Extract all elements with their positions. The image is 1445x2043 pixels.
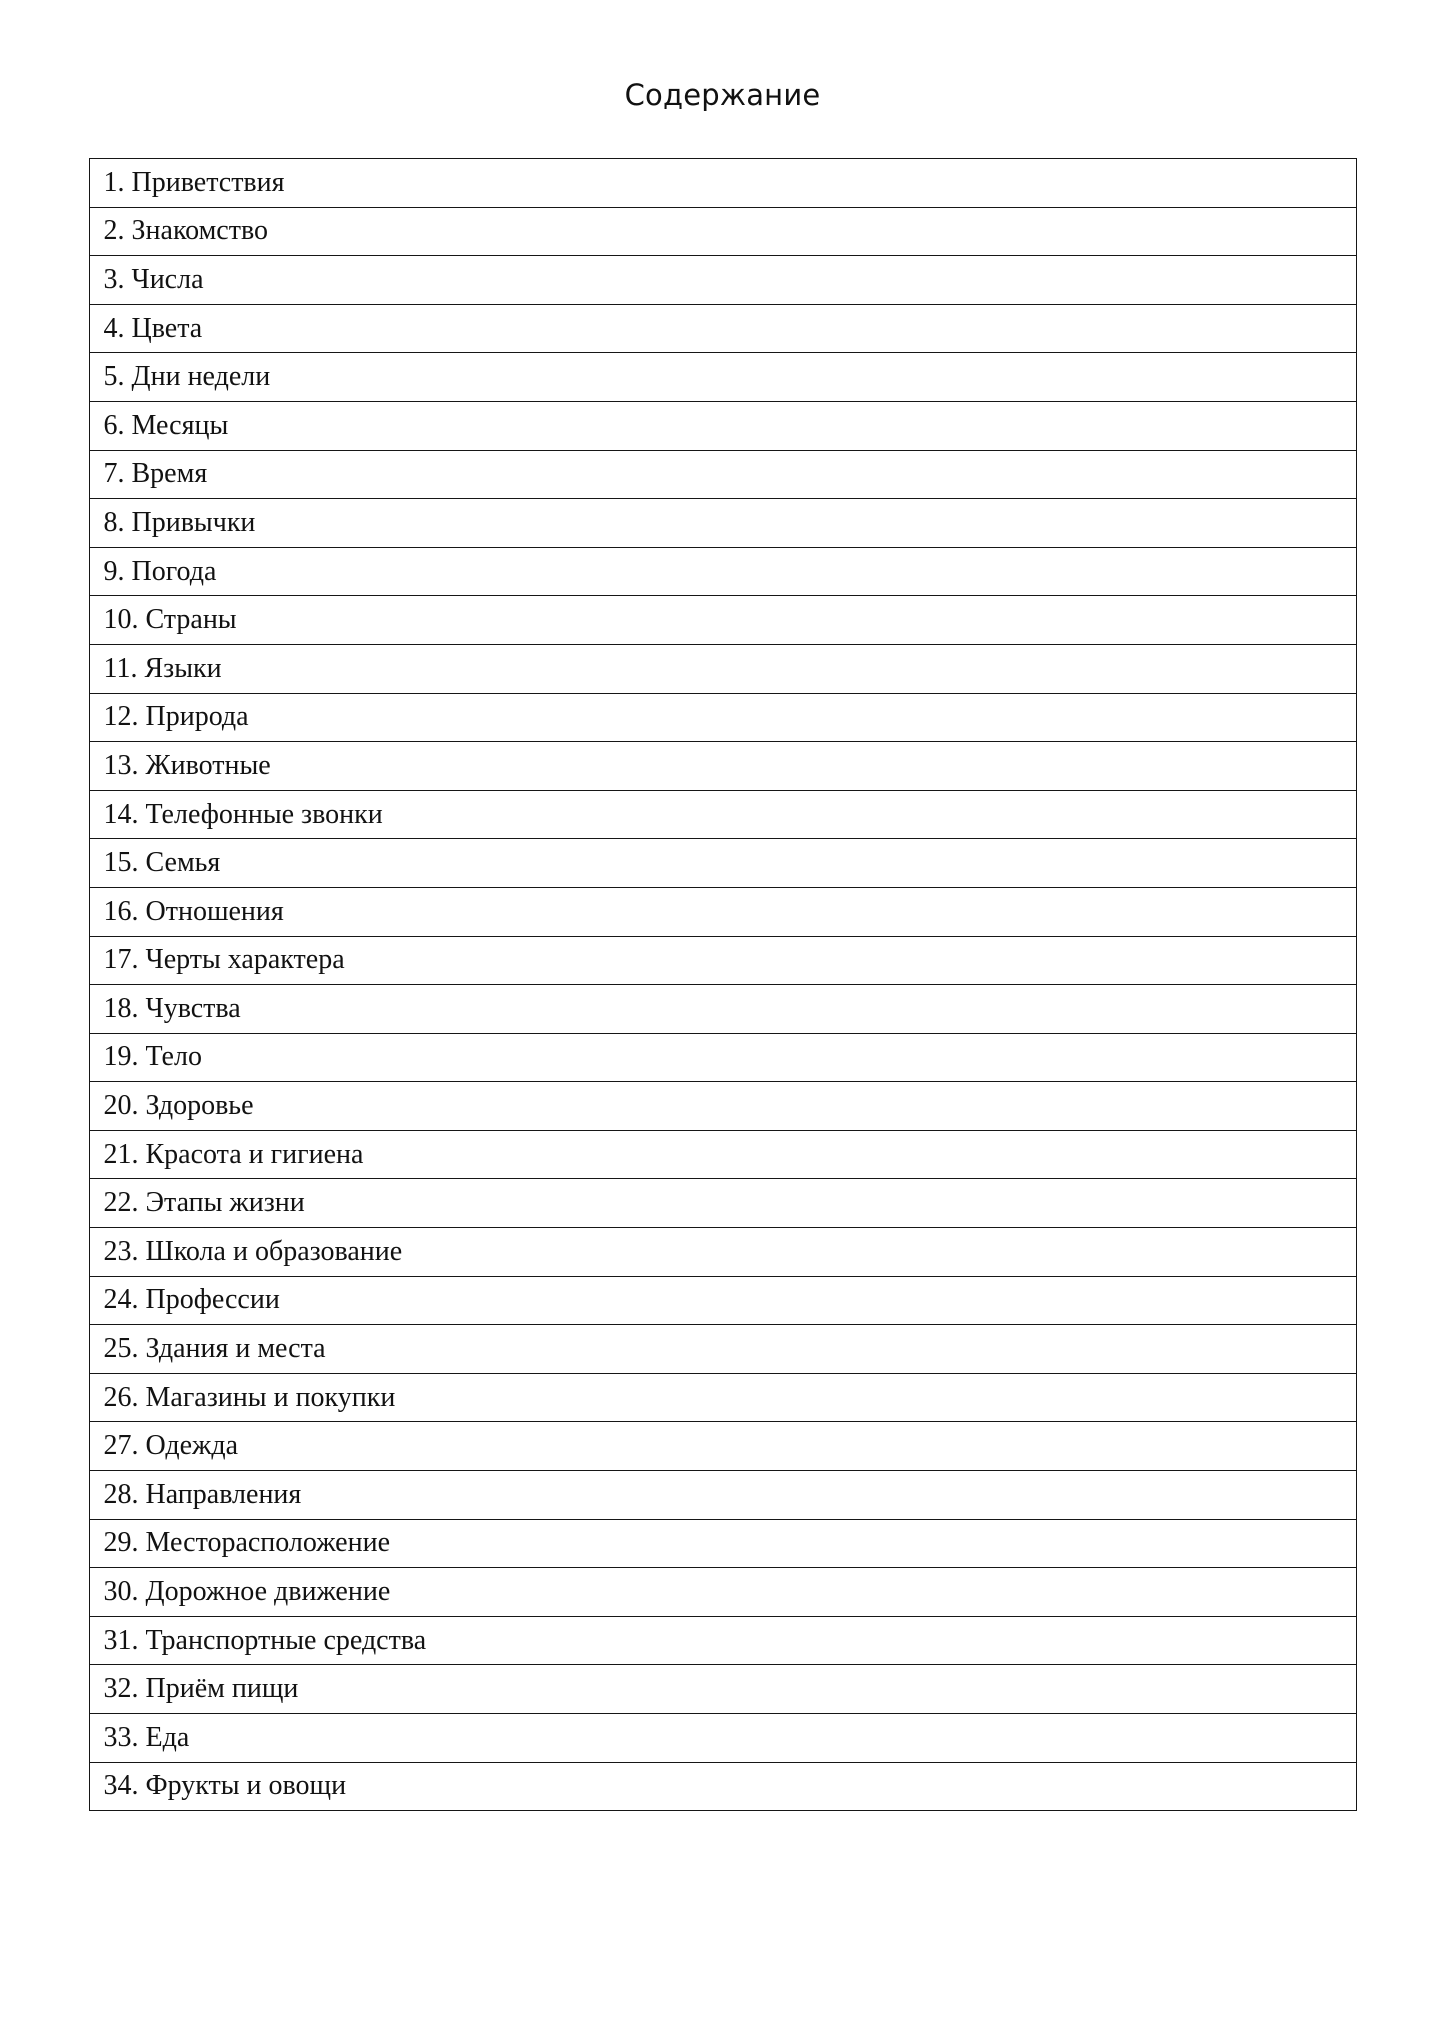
- toc-entry: 9. Погода: [89, 547, 1356, 596]
- toc-entry: 4. Цвета: [89, 304, 1356, 353]
- toc-entry: 8. Привычки: [89, 499, 1356, 548]
- toc-entry: 19. Тело: [89, 1033, 1356, 1082]
- table-row: [89, 1179, 1356, 1228]
- table-row: [89, 985, 1356, 1034]
- table-row: [89, 1373, 1356, 1422]
- toc-entry: 25. Здания и места: [89, 1325, 1356, 1374]
- table-row: [89, 644, 1356, 693]
- table-row: [89, 742, 1356, 791]
- table-row: [89, 207, 1356, 256]
- table-row: [89, 1762, 1356, 1811]
- toc-entry: 16. Отношения: [89, 887, 1356, 936]
- table-row: [89, 499, 1356, 548]
- toc-entry: 24. Профессии: [89, 1276, 1356, 1325]
- table-row: [89, 256, 1356, 305]
- toc-entry: 17. Черты характера: [89, 936, 1356, 985]
- table-row: [89, 450, 1356, 499]
- table-row: [89, 159, 1356, 208]
- table-row: [89, 887, 1356, 936]
- table-row: [89, 596, 1356, 645]
- table-row: [89, 1082, 1356, 1131]
- table-row: [89, 1130, 1356, 1179]
- table-row: [89, 1276, 1356, 1325]
- toc-entry: 29. Месторасположение: [89, 1519, 1356, 1568]
- toc-entry: 23. Школа и образование: [89, 1228, 1356, 1277]
- toc-entry: 3. Числа: [89, 256, 1356, 305]
- toc-entry: 12. Природа: [89, 693, 1356, 742]
- table-row: [89, 693, 1356, 742]
- table-row: [89, 1471, 1356, 1520]
- toc-entry: 14. Телефонные звонки: [89, 790, 1356, 839]
- table-row: [89, 790, 1356, 839]
- toc-entry: 15. Семья: [89, 839, 1356, 888]
- toc-entry: 22. Этапы жизни: [89, 1179, 1356, 1228]
- table-row: [89, 1519, 1356, 1568]
- toc-entry: 26. Магазины и покупки: [89, 1373, 1356, 1422]
- toc-entry: 2. Знакомство: [89, 207, 1356, 256]
- table-row: [89, 1665, 1356, 1714]
- toc-entry: 13. Животные: [89, 742, 1356, 791]
- toc-body: [89, 159, 1356, 1811]
- table-row: [89, 839, 1356, 888]
- table-row: [89, 936, 1356, 985]
- toc-entry: 20. Здоровье: [89, 1082, 1356, 1131]
- toc-entry: 34. Фрукты и овощи: [89, 1762, 1356, 1811]
- toc-entry: 32. Приём пищи: [89, 1665, 1356, 1714]
- toc-entry: 31. Транспортные средства: [89, 1616, 1356, 1665]
- table-row: [89, 304, 1356, 353]
- toc-entry: 10. Страны: [89, 596, 1356, 645]
- table-row: [89, 1422, 1356, 1471]
- toc-entry: 27. Одежда: [89, 1422, 1356, 1471]
- table-row: [89, 1228, 1356, 1277]
- toc-entry: 30. Дорожное движение: [89, 1568, 1356, 1617]
- table-row: [89, 1568, 1356, 1617]
- table-row: [89, 401, 1356, 450]
- toc-entry: 18. Чувства: [89, 985, 1356, 1034]
- toc-entry: 6. Месяцы: [89, 401, 1356, 450]
- toc-entry: 33. Еда: [89, 1714, 1356, 1763]
- table-of-contents: [89, 158, 1357, 1811]
- toc-entry: 5. Дни недели: [89, 353, 1356, 402]
- table-row: [89, 1325, 1356, 1374]
- toc-entry: 28. Направления: [89, 1471, 1356, 1520]
- table-row: [89, 547, 1356, 596]
- table-row: [89, 1616, 1356, 1665]
- toc-entry: 21. Красота и гигиена: [89, 1130, 1356, 1179]
- table-row: [89, 1033, 1356, 1082]
- page-title: Содержание: [624, 78, 821, 112]
- toc-entry: 1. Приветствия: [89, 159, 1356, 208]
- table-row: [89, 353, 1356, 402]
- table-row: [89, 1714, 1356, 1763]
- toc-entry: 7. Время: [89, 450, 1356, 499]
- toc-entry: 11. Языки: [89, 644, 1356, 693]
